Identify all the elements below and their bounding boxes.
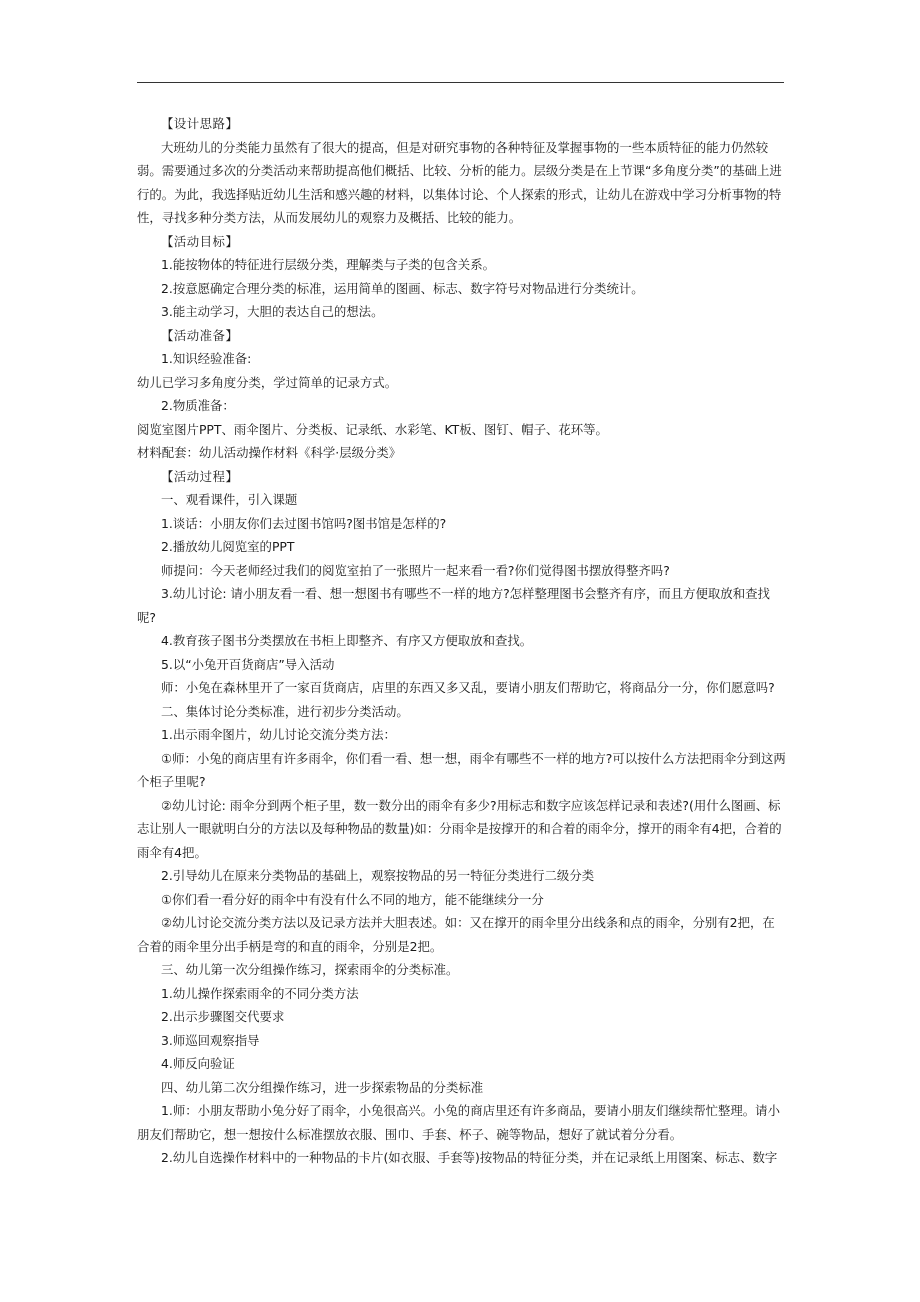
process-step-3-2: 2.出示步骤图交代要求 <box>161 1009 285 1024</box>
process-step-3-4: 4.师反向验证 <box>161 1056 235 1071</box>
process-step-4-2: 2.幼儿自选操作材料中的一种物品的卡片(如衣服、手套等)按物品的特征分类，并在记录纸上用图案、标志、数字 <box>161 1150 778 1165</box>
process-step-1: 一、观看课件，引入课题 <box>161 492 298 507</box>
prep-material-kit: 材料配套：幼儿活动操作材料《科学·层级分类》 <box>137 445 402 460</box>
process-step-2-1: 1.出示雨伞图片，幼儿讨论交流分类方法： <box>161 727 396 742</box>
section-heading-goals: 【活动目标】 <box>161 233 239 249</box>
process-step-1-4: 4.教育孩子图书分类摆放在书柜上即整齐、有序又方便取放和查找。 <box>161 633 533 648</box>
goal-item-2: 2.按意愿确定合理分类的标准，运用简单的图画、标志、数字符号对物品进行分类统计。 <box>161 280 644 296</box>
prep-material-detail: 阅览室图片PPT、雨伞图片、分类板、记录纸、水彩笔、KT板、图钉、帽子、花环等。 <box>137 421 608 437</box>
process-step-1-2-question: 师提问：今天老师经过我们的阅览室拍了一张照片一起来看一看?你们觉得图书摆放得整齐吗? <box>161 562 670 578</box>
goal-item-3: 3.能主动学习，大胆的表达自己的想法。 <box>161 304 384 319</box>
prep-knowledge-detail: 幼儿已学习多角度分类，学过简单的记录方式。 <box>137 374 398 390</box>
process-step-3-3: 3.师巡回观察指导 <box>161 1032 260 1048</box>
process-step-1-5: 5.以“小兔开百货商店”导入活动 <box>161 656 335 672</box>
document-body <box>137 112 787 1170</box>
process-step-2-2-b: ②幼儿讨论交流分类方法以及记录方法并大胆表述。如：又在撑开的雨伞里分出线条和点的雨伞，分别有2把，在合着的雨伞里分出手柄是弯的和直的雨伞，分别是2把。 <box>137 915 775 954</box>
process-step-1-2: 2.播放幼儿阅览室的PPT <box>161 539 295 554</box>
process-step-2-2-a: ①你们看一看分好的雨伞中有没有什么不同的地方，能不能继续分一分 <box>161 891 544 907</box>
section-heading-preparation: 【活动准备】 <box>161 327 239 343</box>
prep-item-material: 2.物质准备： <box>161 398 235 413</box>
section-heading-process: 【活动过程】 <box>161 468 239 484</box>
prep-item-knowledge: 1.知识经验准备: <box>161 351 252 366</box>
process-step-4: 四、幼儿第二次分组操作练习，进一步探索物品的分类标准 <box>161 1079 484 1095</box>
process-step-1-1: 1.谈话：小朋友你们去过图书馆吗?图书馆是怎样的? <box>161 515 447 531</box>
process-step-1-5-teacher: 师：小兔在森林里开了一家百货商店，店里的东西又多又乱，要请小朋友们帮助它，将商品分一分，你们愿意吗? <box>161 680 775 695</box>
process-step-1-3: 3.幼儿讨论: 请小朋友看一看、想一想图书有哪些不一样的地方?怎样整理图书会整齐有序，而且方便取放和查找呢? <box>137 586 770 625</box>
process-step-4-1: 1.师：小朋友帮助小兔分好了雨伞，小兔很高兴。小兔的商店里还有许多商品，要请小朋友们继续帮忙整理。请小朋友们帮助它，想一想按什么标准摆放衣服、围巾、手套、杯子、碗等物品，想好了就试着分分看。 <box>137 1103 780 1142</box>
process-step-2-1-b: ②幼儿讨论: 雨伞分到两个柜子里，数一数分出的雨伞有多少?用标志和数字应该怎样记录和表述?(用什么图画、标志让别人一眼就明白分的方法以及每种物品的数量)如：分雨伞是按撑开的和合着的雨伞分，撑开的雨伞有4把，合着的雨伞有4把。 <box>137 797 782 860</box>
process-step-2-2: 2.引导幼儿在原来分类物品的基础上，观察按物品的另一特征分类进行二级分类 <box>161 868 595 883</box>
paragraph-design-idea: 大班幼儿的分类能力虽然有了很大的提高，但是对研究事物的各种特征及掌握事物的一些本质特征的能力仍然较弱。需要通过多次的分类活动来帮助提高他们概括、比较、分析的能力。层级分类是在上节课“多角度分类”的基础上进行的。为此，我选择贴近幼儿生活和感兴趣的材料，以集体讨论、个人探索的形式，让幼儿在游戏中学习分析事物的特性，寻找多种分类方法，从而发展幼儿的观察力及概括、比较的能力。 <box>137 139 782 225</box>
process-step-3-1: 1.幼儿操作探索雨伞的不同分类方法 <box>161 985 359 1001</box>
header-rule <box>137 82 784 83</box>
process-step-2-1-a: ①师：小兔的商店里有许多雨伞，你们看一看、想一想，雨伞有哪些不一样的地方?可以按什么方法把雨伞分到这两个柜子里呢? <box>137 750 786 789</box>
goal-item-1: 1.能按物体的特征进行层级分类，理解类与子类的包含关系。 <box>161 257 495 272</box>
process-step-2: 二、集体讨论分类标准，进行初步分类活动。 <box>161 703 409 719</box>
process-step-3: 三、幼儿第一次分组操作练习，探索雨伞的分类标准。 <box>161 962 459 977</box>
section-heading-design: 【设计思路】 <box>161 116 239 131</box>
